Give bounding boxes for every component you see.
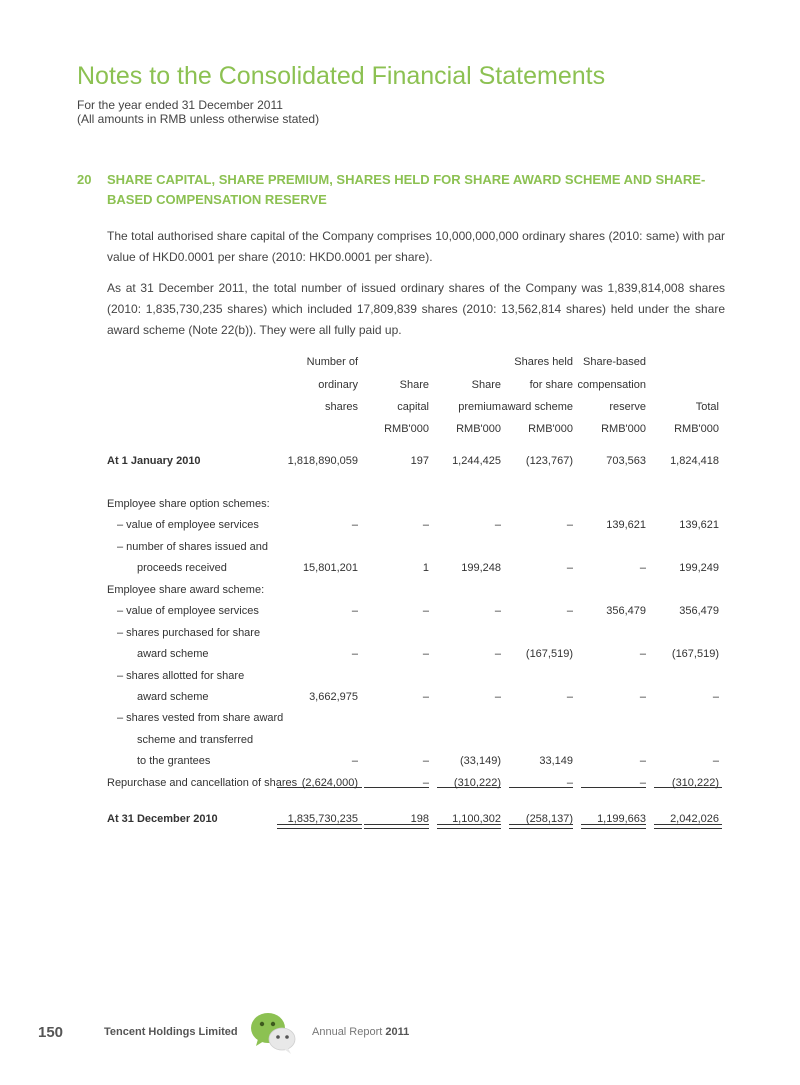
cell-value: 33,149 [539, 755, 573, 767]
column-header: RMB'000 [384, 423, 429, 435]
row-label: award scheme [137, 648, 209, 660]
column-header: RMB'000 [528, 423, 573, 435]
cell-value: 1,244,425 [452, 455, 501, 467]
cell-value: (123,767) [525, 455, 573, 467]
row-label: Employee share option schemes: [107, 498, 270, 510]
column-header: RMB'000 [674, 423, 719, 435]
total-double-rule [277, 824, 362, 829]
cell-value: (258,137) [525, 813, 573, 825]
column-header: Number of [306, 356, 358, 368]
cell-value: 1,824,418 [670, 455, 719, 467]
page-number: 150 [38, 1024, 64, 1041]
row-label: proceeds received [137, 562, 227, 574]
total-double-rule [509, 824, 573, 829]
cell-value: – [422, 755, 429, 767]
cell-value: 15,801,201 [302, 562, 358, 574]
row-label: – number of shares issued and [117, 541, 269, 553]
cell-value: (2,624,000) [301, 777, 358, 789]
cell-value: – [422, 519, 429, 531]
cell-value: – [639, 562, 646, 574]
cell-value: (33,149) [460, 755, 501, 767]
column-header: shares [324, 401, 358, 413]
table-row [107, 666, 727, 687]
table-row [107, 537, 727, 558]
cell-value: – [712, 755, 719, 767]
table-row [107, 751, 727, 772]
cell-value: – [566, 562, 573, 574]
column-header: RMB'000 [456, 423, 501, 435]
column-header: Shares held [514, 356, 573, 368]
table-row [107, 601, 727, 622]
cell-value: 1 [422, 562, 429, 574]
cell-value: 198 [410, 813, 429, 825]
cell-value: – [351, 605, 358, 617]
column-header: Share [471, 379, 501, 391]
row-label: Repurchase and cancellation of shares [107, 777, 298, 789]
cell-value: – [566, 519, 573, 531]
cell-value: – [494, 691, 501, 703]
total-double-rule [654, 824, 722, 829]
row-label: scheme and transferred [137, 734, 254, 746]
report-year: 2011 [385, 1026, 410, 1038]
cell-value: 139,621 [606, 519, 646, 531]
column-header: capital [397, 401, 429, 413]
cell-value: 356,479 [606, 605, 646, 617]
subtotal-rule [654, 787, 722, 788]
row-label: – shares purchased for share [117, 627, 261, 639]
column-header: for share [529, 379, 573, 391]
table-row [107, 730, 727, 751]
cell-value: 199,248 [461, 562, 501, 574]
cell-value: – [639, 648, 646, 660]
cell-value: – [494, 648, 501, 660]
cell-value: – [494, 605, 501, 617]
subtotal-rule [364, 787, 429, 788]
cell-value: – [566, 605, 573, 617]
table-row [107, 623, 727, 644]
section-number: 20 [77, 172, 92, 187]
page-subtitle [77, 98, 319, 126]
column-header: compensation [577, 379, 646, 391]
row-label: At 31 December 2010 [107, 813, 218, 825]
column-header: award scheme [501, 401, 573, 413]
cell-value: (310,222) [671, 777, 719, 789]
subtitle-currency-note: (All amounts in RMB unless otherwise stated) [77, 112, 320, 126]
page-title: Notes to the Consolidated Financial Statements [77, 62, 606, 90]
table-row [107, 708, 727, 729]
row-label: Employee share award scheme: [107, 584, 265, 596]
company-name: Tencent Holdings Limited [104, 1026, 238, 1038]
cell-value: 199,249 [679, 562, 719, 574]
cell-value: 356,479 [679, 605, 719, 617]
page-footer [38, 1018, 458, 1068]
cell-value: – [566, 691, 573, 703]
row-label: – shares allotted for share [117, 670, 245, 682]
cell-value: – [422, 691, 429, 703]
table-row [107, 515, 727, 536]
row-label: award scheme [137, 691, 209, 703]
report-label: Annual Report [312, 1026, 383, 1038]
cell-value: 3,662,975 [309, 691, 358, 703]
total-double-rule [437, 824, 501, 829]
column-header: RMB'000 [601, 423, 646, 435]
row-label: – shares vested from share award [117, 712, 284, 724]
row-label: to the grantees [137, 755, 211, 767]
cell-value: – [422, 777, 429, 789]
cell-value: (167,519) [525, 648, 573, 660]
column-header: ordinary [318, 379, 358, 391]
column-header: reserve [609, 401, 646, 413]
subtitle-period: For the year ended 31 December 2011 [77, 98, 283, 112]
paragraph-authorised-capital: The total authorised share capital of the Company comprises 10,000,000,000 ordinary shares (2010: same) with par value of HKD0.0001 per share (2010: HKD0.0001 per share). [107, 229, 725, 264]
row-label: – value of employee services [117, 519, 259, 531]
cell-value: 1,835,730,235 [287, 813, 358, 825]
cell-value: 2,042,026 [670, 813, 719, 825]
table-row [107, 558, 727, 579]
cell-value: 1,199,663 [597, 813, 646, 825]
paragraph-issued-shares: As at 31 December 2011, the total number of issued ordinary shares of the Company was 1,839,814,008 shares (2010: 1,835,730,235 shares) which included 17,809,839 shares (2010: 13,562,814 shares) held under the share award scheme (Note 22(b)). They were all fully paid up. [107, 281, 725, 337]
cell-value: 703,563 [606, 455, 646, 467]
column-header: Total [695, 401, 719, 413]
cell-value: – [351, 519, 358, 531]
table-row [107, 494, 727, 515]
cell-value: – [422, 605, 429, 617]
subtotal-rule [277, 787, 362, 788]
cell-value: – [351, 755, 358, 767]
total-double-rule [581, 824, 646, 829]
cell-value: (167,519) [671, 648, 719, 660]
table-row [107, 451, 727, 472]
subtotal-rule [509, 787, 573, 788]
cell-value: 1,100,302 [452, 813, 501, 825]
column-header: Share [399, 379, 429, 391]
cell-value: – [639, 691, 646, 703]
cell-value: – [422, 648, 429, 660]
subtotal-rule [437, 787, 501, 788]
cell-value: 1,818,890,059 [287, 455, 358, 467]
row-label: – value of employee services [117, 605, 259, 617]
cell-value: 139,621 [679, 519, 719, 531]
cell-value: – [639, 755, 646, 767]
cell-value: – [639, 777, 646, 789]
table-row [107, 580, 727, 601]
cell-value: – [712, 691, 719, 703]
row-label: At 1 January 2010 [107, 455, 201, 467]
column-header: premium [458, 401, 501, 413]
table-row [107, 687, 727, 708]
total-double-rule [364, 824, 429, 829]
section-title: SHARE CAPITAL, SHARE PREMIUM, SHARES HELD FOR SHARE AWARD SCHEME AND SHARE-BASED COMPENSATION RESERVE [107, 172, 706, 207]
table-row [107, 644, 727, 665]
report-title [312, 1026, 409, 1038]
wechat-logo-icon [244, 1008, 304, 1058]
column-header: Share-based [583, 356, 646, 368]
cell-value: (310,222) [453, 777, 501, 789]
subtotal-rule [581, 787, 646, 788]
cell-value: – [566, 777, 573, 789]
cell-value: – [351, 648, 358, 660]
cell-value: – [494, 519, 501, 531]
cell-value: 197 [410, 455, 429, 467]
table-row [107, 773, 727, 794]
